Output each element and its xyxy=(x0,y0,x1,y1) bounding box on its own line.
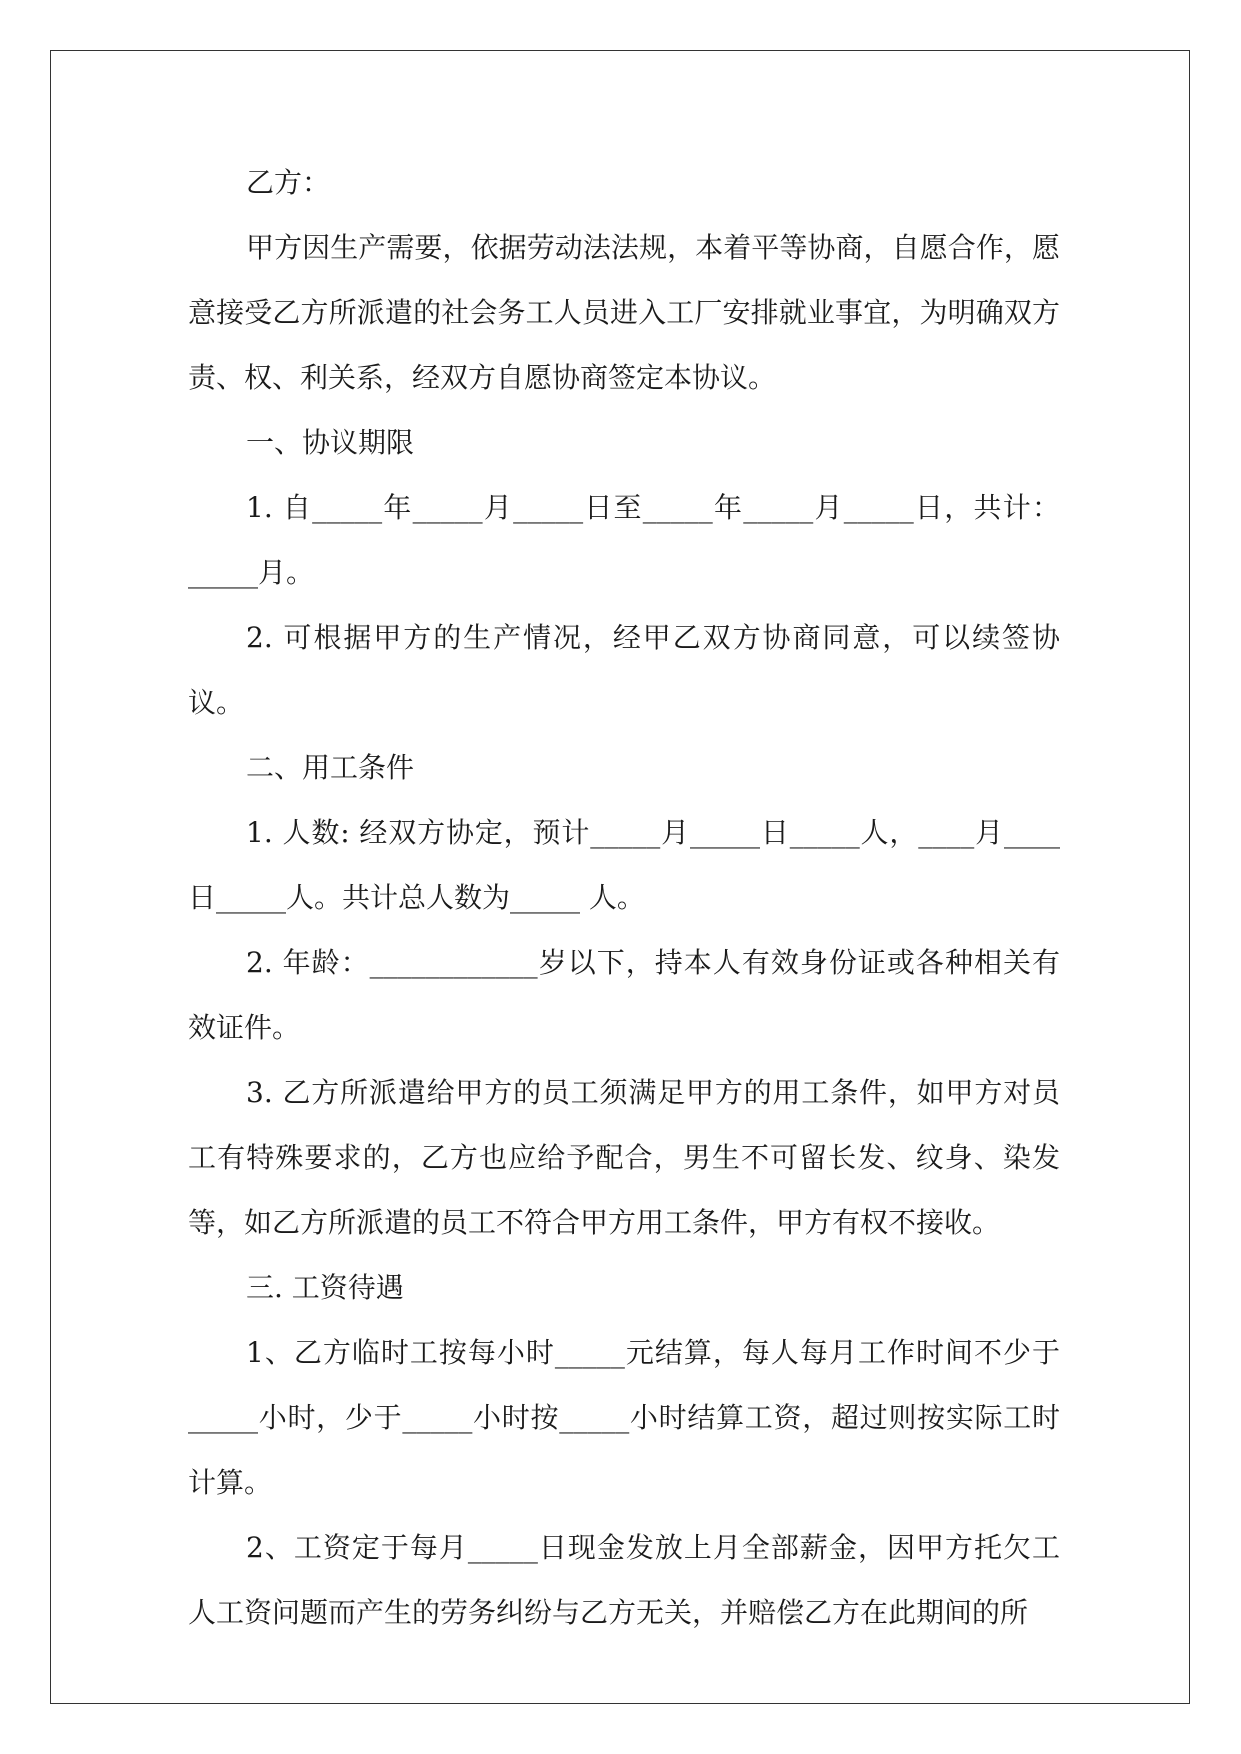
clause-hourly-wage: 1、乙方临时工按每小时_____元结算，每人每月工作时间不少于_____小时，少于_____小时按_____小时结算工资，超过则按实际工时计算。 xyxy=(188,1336,1060,1499)
clause-renewal: 2. 可根据甲方的生产情况，经甲乙双方协商同意，可以续签协议。 xyxy=(188,621,1060,719)
section-heading-conditions: 二、用工条件 xyxy=(246,751,415,784)
clause-term-period: 1. 自_____年_____月_____日至_____年_____月_____日，共计：_____月。 xyxy=(188,491,1060,589)
document-body xyxy=(188,150,1060,1645)
clause-headcount: 1. 人数: 经双方协定，预计_____月_____日_____人，____月____日_____人。共计总人数为_____ 人。 xyxy=(188,816,1060,914)
party-b-label: 乙方： xyxy=(246,166,331,199)
section-heading-term: 一、协议期限 xyxy=(246,426,415,459)
preamble-paragraph: 甲方因生产需要，依据劳动法法规，本着平等协商，自愿合作，愿意接受乙方所派遣的社会务工人员进入工厂安排就业事宜，为明确双方责、权、利关系，经双方自愿协商签定本协议。 xyxy=(188,231,1060,394)
clause-requirements: 3. 乙方所派遣给甲方的员工须满足甲方的用工条件，如甲方对员工有特殊要求的，乙方也应给予配合，男生不可留长发、纹身、染发等，如乙方所派遣的员工不符合甲方用工条件，甲方有权不接收。 xyxy=(188,1076,1060,1239)
section-heading-wages: 三. 工资待遇 xyxy=(246,1271,404,1304)
clause-age: 2. 年龄：____________岁以下，持本人有效身份证或各种相关有效证件。 xyxy=(188,946,1060,1044)
clause-payment-date: 2、工资定于每月_____日现金发放上月全部薪金，因甲方托欠工人工资问题而产生的劳务纠纷与乙方无关，并赔偿乙方在此期间的所 xyxy=(188,1531,1060,1629)
